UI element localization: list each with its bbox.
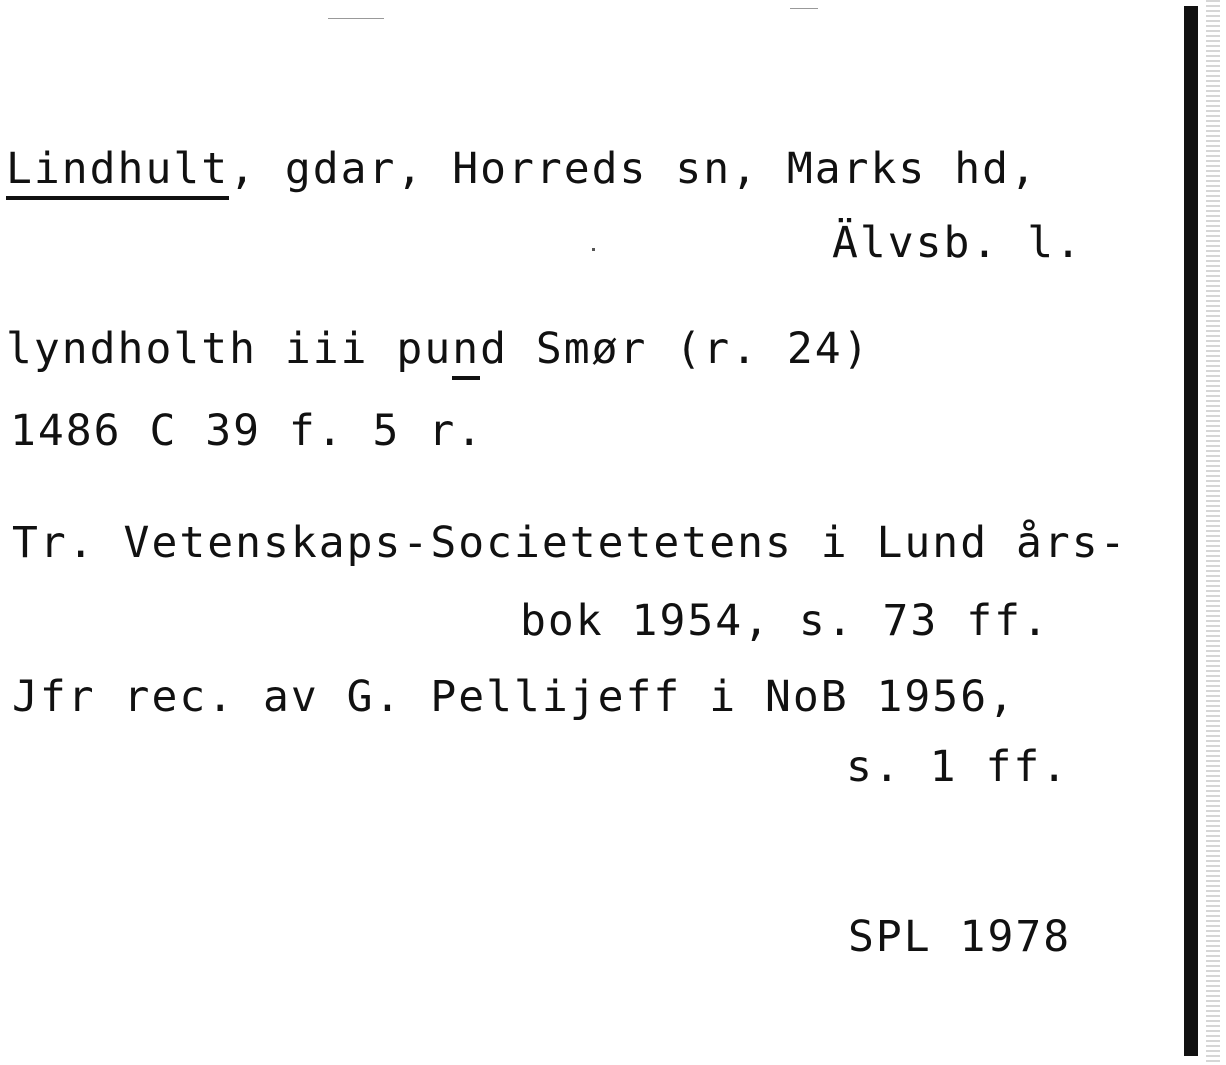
- card-edge-shadow: [1184, 6, 1198, 1056]
- card-signature: SPL 1978: [848, 912, 1072, 962]
- source-form-underlined: n: [452, 324, 480, 380]
- source-form-a: lyndholth iii pu: [6, 324, 453, 374]
- source-form-line: [6, 324, 871, 374]
- literature-line-2: bok 1954, s. 73 ff.: [520, 596, 1050, 646]
- literature-line-4: s. 1 ff.: [846, 742, 1070, 792]
- entry-heading-line: [6, 144, 1038, 194]
- scan-speck: [592, 248, 595, 251]
- literature-line-1: Tr. Vetenskaps-Societetetens i Lund års-: [12, 518, 1128, 568]
- literature-line-3: Jfr rec. av G. Pellijeff i NoB 1956,: [12, 672, 1016, 722]
- source-form-b: d Smør (r. 24): [480, 324, 871, 374]
- entry-location: , gdar, Horreds sn, Marks hd,: [229, 144, 1038, 194]
- source-reference: 1486 C 39 f. 5 r.: [10, 406, 485, 456]
- entry-county: Älvsb. l.: [832, 218, 1083, 268]
- scan-mark: [790, 8, 818, 9]
- entry-headword: Lindhult: [6, 144, 229, 200]
- scan-mark: [328, 18, 384, 19]
- card-edge-texture: [1206, 0, 1220, 1065]
